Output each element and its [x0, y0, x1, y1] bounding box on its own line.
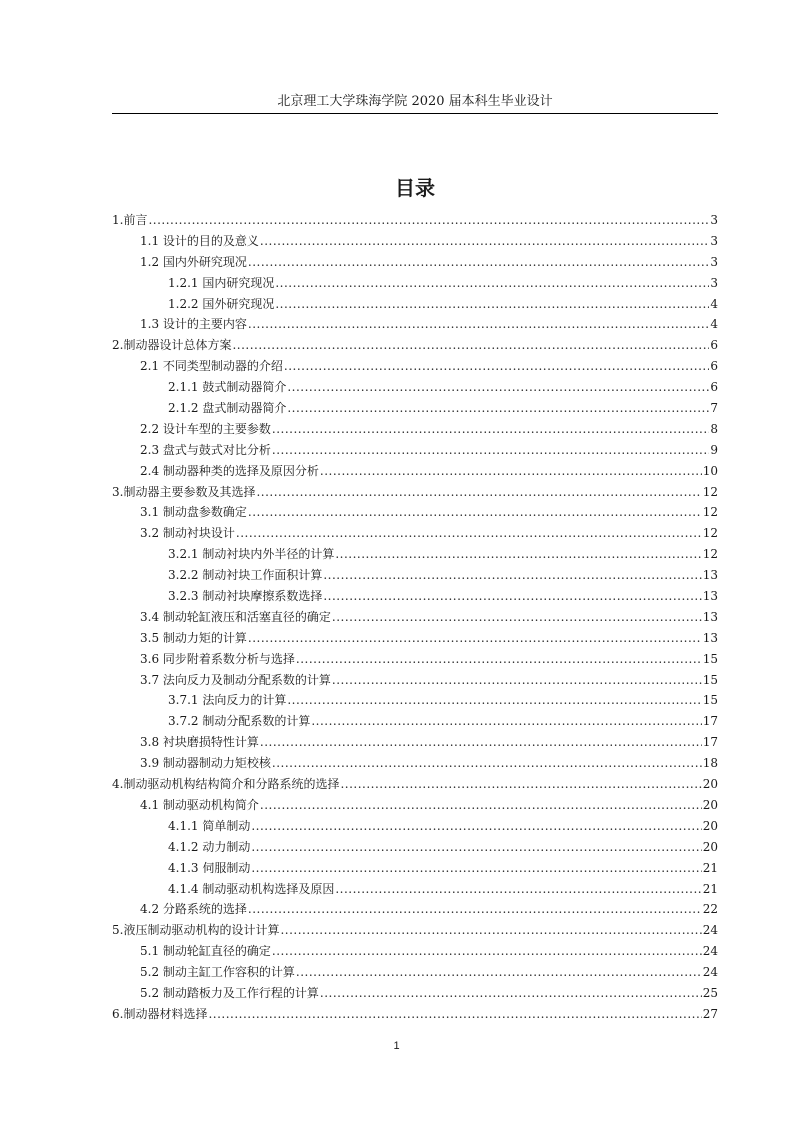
dot-leader — [260, 231, 709, 252]
toc-entry-page: 21 — [702, 860, 718, 875]
dot-leader — [256, 482, 701, 503]
toc-entry[interactable] — [112, 628, 718, 649]
toc-entry-label: 3.8 衬块磨损特性计算 — [140, 735, 259, 750]
dot-leader — [248, 899, 702, 920]
toc-entry[interactable] — [112, 690, 718, 711]
toc-entry-label: 2.1.2 盘式制动器简介 — [168, 401, 287, 416]
dot-leader — [251, 858, 701, 879]
dot-leader — [332, 607, 702, 628]
toc-entry[interactable] — [112, 440, 718, 461]
toc-entry[interactable] — [112, 377, 718, 398]
toc-entry-label: 1.2.2 国外研究现况 — [168, 296, 275, 311]
toc-entry-label: 3.6 同步附着系数分析与选择 — [140, 651, 295, 666]
toc-entry-page: 3 — [710, 254, 718, 269]
toc-entry[interactable] — [112, 795, 718, 816]
toc-entry-page: 20 — [702, 777, 718, 792]
table-of-contents — [112, 210, 718, 1025]
toc-entry-label: 4.1.2 动力制动 — [168, 839, 251, 854]
dot-leader — [251, 837, 701, 858]
toc-entry-label: 3.2.3 制动衬块摩擦系数选择 — [168, 589, 323, 604]
dot-leader — [236, 523, 702, 544]
toc-entry[interactable] — [112, 920, 718, 941]
toc-entry-label: 1.前言 — [112, 213, 148, 227]
toc-entry[interactable] — [112, 523, 718, 544]
toc-entry-page: 3 — [710, 233, 718, 248]
dot-leader — [272, 941, 702, 962]
toc-entry-page: 20 — [702, 818, 718, 833]
toc-entry-page: 12 — [702, 505, 718, 520]
toc-entry-label: 1.2.1 国内研究现况 — [168, 275, 275, 290]
toc-entry-page: 21 — [702, 881, 718, 896]
toc-entry-page: 4 — [710, 296, 718, 311]
toc-entry-label: 1.1 设计的目的及意义 — [140, 233, 259, 248]
toc-entry-page: 6 — [710, 380, 718, 395]
dot-leader — [296, 962, 702, 983]
toc-entry-page: 12 — [702, 484, 718, 499]
toc-entry-page: 4 — [710, 317, 718, 332]
toc-entry-label: 3.2.1 制动衬块内外半径的计算 — [168, 547, 335, 562]
dot-leader — [287, 377, 709, 398]
toc-entry-label: 1.2 国内外研究现况 — [140, 254, 247, 269]
toc-entry-label: 3.4 制动轮缸液压和活塞直径的确定 — [140, 609, 331, 624]
toc-entry-page: 13 — [702, 609, 718, 624]
toc-entry[interactable] — [112, 1004, 718, 1025]
toc-entry[interactable] — [112, 461, 718, 482]
toc-entry-label: 3.9 制动器制动力矩校核 — [140, 756, 271, 771]
page-header: 北京理工大学珠海学院 2020 届本科生毕业设计 — [277, 94, 553, 109]
toc-entry[interactable] — [112, 482, 718, 503]
toc-entry[interactable] — [112, 649, 718, 670]
dot-leader — [272, 753, 702, 774]
toc-entry-page: 17 — [702, 714, 718, 729]
toc-entry[interactable] — [112, 586, 718, 607]
toc-entry[interactable] — [112, 607, 718, 628]
toc-entry-label: 2.4 制动器种类的选择及原因分析 — [140, 463, 319, 478]
dot-leader — [320, 983, 702, 1004]
toc-entry-label: 4.1.4 制动驱动机构选择及原因 — [168, 881, 335, 896]
toc-entry-page: 22 — [702, 902, 718, 917]
toc-entry-page: 27 — [702, 1006, 718, 1021]
toc-title: 目录 — [395, 176, 435, 200]
dot-leader — [323, 565, 701, 586]
dot-leader — [311, 711, 701, 732]
toc-entry[interactable] — [112, 899, 718, 920]
toc-entry-label: 2.制动器设计总体方案 — [112, 338, 232, 353]
toc-entry[interactable] — [112, 753, 718, 774]
toc-entry-page: 20 — [702, 797, 718, 812]
toc-entry-page: 25 — [702, 985, 718, 1000]
toc-entry[interactable] — [112, 858, 718, 879]
toc-entry[interactable] — [112, 732, 718, 753]
toc-entry[interactable] — [112, 544, 718, 565]
toc-entry[interactable] — [112, 816, 718, 837]
dot-leader — [335, 544, 701, 565]
toc-entry-label: 3.2.2 制动衬块工作面积计算 — [168, 568, 323, 583]
toc-entry-label: 3.5 制动力矩的计算 — [140, 630, 247, 645]
toc-entry-label: 4.1 制动驱动机构简介 — [140, 797, 259, 812]
toc-entry[interactable] — [112, 314, 718, 335]
toc-entry-page: 24 — [702, 965, 718, 980]
dot-leader — [275, 273, 709, 294]
dot-leader — [287, 690, 701, 711]
toc-entry[interactable] — [112, 837, 718, 858]
header-divider — [112, 113, 718, 114]
dot-leader — [248, 252, 709, 273]
toc-entry-page: 3 — [710, 275, 718, 290]
toc-entry[interactable] — [112, 210, 718, 231]
toc-entry-page: 9 — [710, 442, 718, 457]
toc-entry-label: 6.制动器材料选择 — [112, 1006, 208, 1021]
toc-entry-label: 3.7.2 制动分配系数的计算 — [168, 714, 311, 729]
toc-entry-label: 5.1 制动轮缸直径的确定 — [140, 944, 271, 959]
dot-leader — [284, 356, 709, 377]
toc-entry-page: 12 — [702, 526, 718, 541]
toc-entry[interactable] — [112, 941, 718, 962]
toc-entry-label: 2.2 设计车型的主要参数 — [140, 421, 271, 436]
toc-entry[interactable] — [112, 294, 718, 315]
page-number: 1 — [393, 1040, 400, 1052]
toc-entry-page: 24 — [702, 923, 718, 938]
dot-leader — [148, 210, 709, 231]
dot-leader — [296, 649, 702, 670]
dot-leader — [340, 774, 701, 795]
toc-entry-page: 13 — [702, 630, 718, 645]
toc-entry-label: 3.制动器主要参数及其选择 — [112, 484, 256, 499]
toc-entry-label: 4.1.1 简单制动 — [168, 818, 251, 833]
toc-entry-label: 5.液压制动驱动机构的设计计算 — [112, 923, 280, 938]
dot-leader — [272, 419, 709, 440]
toc-entry-page: 13 — [702, 568, 718, 583]
toc-entry[interactable] — [112, 398, 718, 419]
toc-entry-label: 3.2 制动衬块设计 — [140, 526, 235, 541]
toc-entry[interactable] — [112, 879, 718, 900]
toc-entry[interactable] — [112, 502, 718, 523]
dot-leader — [251, 816, 701, 837]
toc-entry[interactable] — [112, 565, 718, 586]
toc-entry-label: 3.7.1 法向反力的计算 — [168, 693, 287, 708]
dot-leader — [232, 335, 709, 356]
toc-entry-label: 4.1.3 伺服制动 — [168, 860, 251, 875]
dot-leader — [248, 628, 702, 649]
toc-entry-label: 1.3 设计的主要内容 — [140, 317, 247, 332]
dot-leader — [332, 670, 702, 691]
dot-leader — [208, 1004, 701, 1025]
dot-leader — [248, 314, 709, 335]
toc-entry-page: 17 — [702, 735, 718, 750]
dot-leader — [275, 294, 709, 315]
toc-entry[interactable] — [112, 711, 718, 732]
toc-entry-page: 8 — [710, 421, 718, 436]
toc-entry-page: 6 — [710, 359, 718, 374]
dot-leader — [287, 398, 709, 419]
dot-leader — [272, 440, 709, 461]
toc-entry[interactable] — [112, 335, 718, 356]
dot-leader — [248, 502, 702, 523]
toc-entry-page: 15 — [702, 651, 718, 666]
toc-entry-label: 2.1 不同类型制动器的介绍 — [140, 359, 283, 374]
toc-entry-page: 3 — [710, 213, 718, 227]
toc-entry-page: 20 — [702, 839, 718, 854]
toc-entry[interactable] — [112, 774, 718, 795]
toc-entry-page: 15 — [702, 672, 718, 687]
toc-entry[interactable] — [112, 231, 718, 252]
toc-entry-label: 5.2 制动踏板力及工作行程的计算 — [140, 985, 319, 1000]
toc-entry-page: 12 — [702, 547, 718, 562]
dot-leader — [320, 461, 702, 482]
toc-entry-label: 3.1 制动盘参数确定 — [140, 505, 247, 520]
toc-entry[interactable] — [112, 962, 718, 983]
toc-entry-label: 2.1.1 鼓式制动器简介 — [168, 380, 287, 395]
toc-entry-page: 24 — [702, 944, 718, 959]
dot-leader — [323, 586, 701, 607]
toc-entry-page: 6 — [710, 338, 718, 353]
toc-entry-label: 3.7 法向反力及制动分配系数的计算 — [140, 672, 331, 687]
dot-leader — [335, 879, 701, 900]
toc-entry[interactable] — [112, 356, 718, 377]
toc-entry-page: 15 — [702, 693, 718, 708]
toc-entry-label: 4.2 分路系统的选择 — [140, 902, 247, 917]
toc-entry-label: 5.2 制动主缸工作容积的计算 — [140, 965, 295, 980]
toc-entry-page: 13 — [702, 589, 718, 604]
toc-entry-page: 7 — [710, 401, 718, 416]
toc-entry-page: 18 — [702, 756, 718, 771]
toc-entry-label: 4.制动驱动机构结构简介和分路系统的选择 — [112, 777, 340, 792]
toc-entry[interactable] — [112, 983, 718, 1004]
dot-leader — [260, 795, 702, 816]
toc-entry-page: 10 — [702, 463, 718, 478]
toc-entry[interactable] — [112, 419, 718, 440]
toc-entry[interactable] — [112, 252, 718, 273]
dot-leader — [280, 920, 701, 941]
toc-entry-label: 2.3 盘式与鼓式对比分析 — [140, 442, 271, 457]
dot-leader — [260, 732, 702, 753]
toc-entry[interactable] — [112, 670, 718, 691]
toc-entry[interactable] — [112, 273, 718, 294]
